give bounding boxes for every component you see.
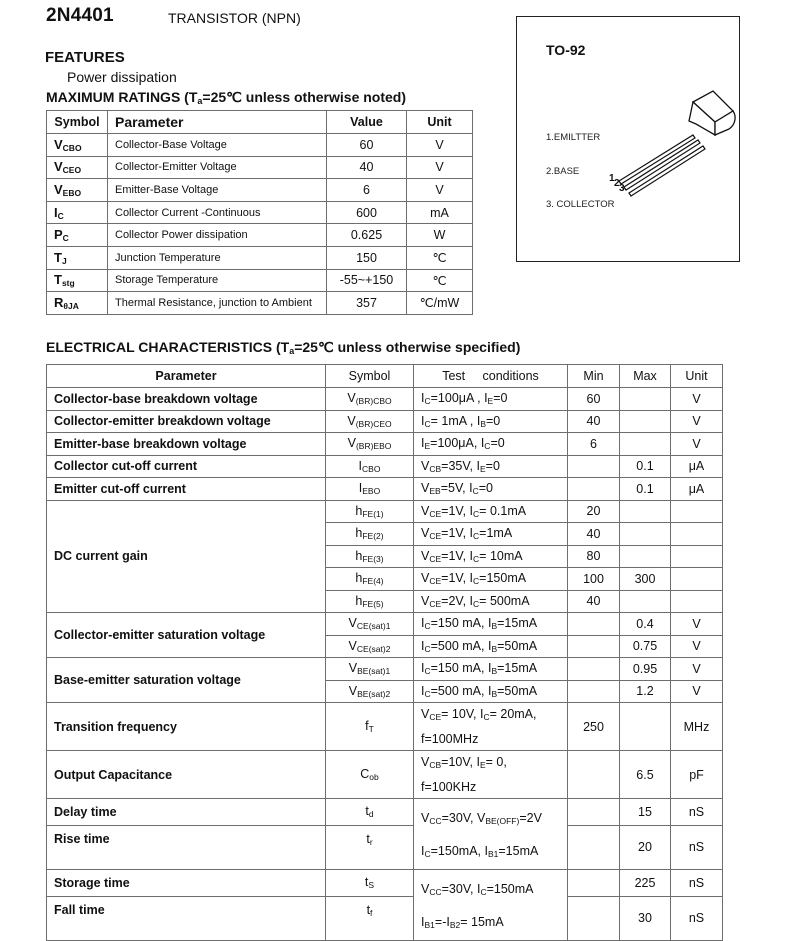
condition-text: $V_{CC}=30V$, $V_{BE(OFF)}=2V$ — [421, 811, 542, 826]
condition-text: $V_{CE}=1V$, $I_C= 10mA$ — [421, 548, 523, 564]
symbol-cell — [326, 870, 414, 897]
max-cell: 15 — [620, 799, 671, 826]
condition-text: $I_C=500$ mA, $I_B=50mA$ — [421, 683, 538, 699]
min-cell — [568, 825, 620, 869]
parameter-cell: Output Capacitance — [47, 751, 326, 799]
symbol: $V_{CEO}$ — [54, 159, 82, 176]
symbol-cell — [47, 201, 108, 224]
table-row — [47, 179, 473, 202]
parameter-cell: Collector Current -Continuous — [108, 201, 327, 224]
value-cell: 6 — [327, 179, 407, 202]
min-cell — [568, 751, 620, 799]
test-condition-cell — [414, 703, 568, 751]
col-header-value: Value — [327, 111, 407, 134]
min-cell — [568, 870, 620, 897]
symbol: $V_{(BR)CBO}$ — [347, 391, 392, 407]
test-condition-cell — [414, 388, 568, 411]
test-condition-cell — [414, 751, 568, 799]
symbol: $t_S$ — [364, 875, 375, 891]
parameter-cell: Collector Power dissipation — [108, 224, 327, 247]
pin-label-base: 2.BASE — [546, 166, 580, 177]
symbol-cell — [326, 433, 414, 456]
symbol-cell — [47, 246, 108, 269]
table-row — [47, 613, 723, 636]
min-cell — [568, 478, 620, 501]
symbol: $V_{(BR)EBO}$ — [347, 436, 392, 452]
test-condition-cell — [414, 658, 568, 681]
table-row — [47, 825, 723, 869]
condition-text: $I_C=100\mu A$ , $I_E=0$ — [421, 391, 508, 407]
feature-item: Power dissipation — [67, 69, 177, 85]
symbol-cell — [326, 455, 414, 478]
package-name: TO-92 — [546, 42, 586, 58]
unit-cell: V — [671, 680, 723, 703]
value-cell: 60 — [327, 134, 407, 157]
condition-text: $I_C=150$ mA, $I_B=15mA$ — [421, 661, 538, 677]
table-row — [47, 410, 723, 433]
table-row — [47, 870, 723, 897]
unit-cell: MHz — [671, 703, 723, 751]
unit-cell: W — [407, 224, 473, 247]
parameter-cell: Emitter cut-off current — [47, 478, 326, 501]
symbol: $I_{EBO}$ — [358, 481, 381, 497]
value-cell: 357 — [327, 292, 407, 315]
col-header-max: Max — [620, 365, 671, 388]
condition-text: $I_C= 1mA$ , $I_B=0$ — [421, 413, 501, 429]
max-cell: 0.75 — [620, 635, 671, 658]
col-header-test-conditions: Test conditions — [414, 365, 568, 388]
test-condition-cell — [414, 590, 568, 613]
symbol: $T_J$ — [54, 249, 67, 266]
symbol-cell — [326, 825, 414, 869]
table-row — [47, 478, 723, 501]
pin-number-1: 1 — [609, 173, 615, 184]
parameter-cell: Fall time — [47, 896, 326, 940]
test-condition-cell — [414, 799, 568, 870]
min-cell: 100 — [568, 568, 620, 591]
test-condition-cell — [414, 680, 568, 703]
value-cell: 40 — [327, 156, 407, 179]
symbol-cell — [326, 635, 414, 658]
unit-cell: mA — [407, 201, 473, 224]
condition-text: f=100MHz — [421, 732, 479, 746]
parameter-cell: Collector-emitter saturation voltage — [47, 613, 326, 658]
parameter-cell: Collector-Base Voltage — [108, 134, 327, 157]
symbol-cell — [326, 751, 414, 799]
symbol: $f_T$ — [365, 719, 374, 734]
col-header-symbol: Symbol — [47, 111, 108, 134]
max-cell — [620, 433, 671, 456]
parameter-cell: DC current gain — [47, 500, 326, 613]
condition-text: $V_{EB}=5V$, $I_C=0$ — [421, 481, 493, 497]
table-row — [47, 500, 723, 523]
test-condition-cell — [414, 478, 568, 501]
condition-text: $V_{CC}=30V$, $I_C=150mA$ — [421, 882, 534, 897]
symbol-cell — [326, 896, 414, 940]
unit-cell: V — [671, 433, 723, 456]
part-number: 2N4401 — [46, 5, 114, 26]
min-cell — [568, 658, 620, 681]
value-cell: 150 — [327, 246, 407, 269]
col-header-min: Min — [568, 365, 620, 388]
table-row — [47, 703, 723, 751]
symbol-cell — [326, 500, 414, 523]
symbol: $I_C$ — [54, 204, 64, 221]
parameter-cell: Collector cut-off current — [47, 455, 326, 478]
parameter-cell: Rise time — [47, 825, 326, 869]
symbol: $h_{FE(4)}$ — [355, 571, 384, 587]
max-cell: 0.1 — [620, 455, 671, 478]
unit-cell: ℃/mW — [407, 292, 473, 315]
parameter-cell: Collector-base breakdown voltage — [47, 388, 326, 411]
parameter-cell: Emitter-Base Voltage — [108, 179, 327, 202]
parameter-cell: Collector-Emitter Voltage — [108, 156, 327, 179]
max-ratings-table — [46, 110, 473, 315]
electrical-characteristics-table — [46, 364, 723, 941]
symbol: $h_{FE(5)}$ — [355, 593, 384, 609]
unit-cell: V — [671, 388, 723, 411]
condition-text: $V_{CB}=35V$, $I_E=0$ — [421, 458, 500, 474]
features-heading: FEATURES — [45, 49, 125, 66]
value-cell: -55~+150 — [327, 269, 407, 292]
unit-cell: μA — [671, 478, 723, 501]
parameter-cell: Transition frequency — [47, 703, 326, 751]
test-condition-cell — [414, 523, 568, 546]
max-cell: 6.5 — [620, 751, 671, 799]
min-cell — [568, 680, 620, 703]
unit-cell: V — [407, 179, 473, 202]
min-cell — [568, 896, 620, 940]
max-cell: 1.2 — [620, 680, 671, 703]
min-cell: 40 — [568, 410, 620, 433]
symbol-cell — [47, 179, 108, 202]
condition-text: $I_E=100\mu A$, $I_C=0$ — [421, 436, 505, 452]
min-cell — [568, 455, 620, 478]
min-cell: 60 — [568, 388, 620, 411]
max-cell: 300 — [620, 568, 671, 591]
col-header-parameter: Parameter — [47, 365, 326, 388]
symbol: $V_{CE(sat)2}$ — [348, 638, 391, 654]
symbol-cell — [47, 156, 108, 179]
unit-cell — [671, 590, 723, 613]
pin-number-2: 2 — [614, 178, 620, 189]
max-cell — [620, 410, 671, 433]
col-header-unit: Unit — [671, 365, 723, 388]
table-row — [47, 269, 473, 292]
unit-cell: μA — [671, 455, 723, 478]
parameter-cell: Junction Temperature — [108, 246, 327, 269]
parameter-cell: Storage Temperature — [108, 269, 327, 292]
symbol: $t_f$ — [366, 902, 373, 918]
condition-text: $I_C=500$ mA, $I_B=50mA$ — [421, 638, 538, 654]
max-cell: 20 — [620, 825, 671, 869]
min-cell — [568, 635, 620, 658]
max-cell: 225 — [620, 870, 671, 897]
max-cell — [620, 703, 671, 751]
min-cell: 40 — [568, 523, 620, 546]
max-cell: 0.4 — [620, 613, 671, 636]
symbol: $t_d$ — [365, 804, 374, 820]
unit-cell — [671, 545, 723, 568]
symbol: $R_{\theta JA}$ — [54, 294, 79, 311]
table-row — [47, 246, 473, 269]
value-cell: 600 — [327, 201, 407, 224]
symbol-cell — [326, 478, 414, 501]
test-condition-cell — [414, 500, 568, 523]
max-cell — [620, 590, 671, 613]
symbol: $h_{FE(3)}$ — [355, 548, 384, 564]
symbol-cell — [326, 545, 414, 568]
table-row — [47, 224, 473, 247]
symbol-cell — [326, 658, 414, 681]
table-row — [47, 201, 473, 224]
test-condition-cell — [414, 455, 568, 478]
max-cell — [620, 545, 671, 568]
table-row — [47, 751, 723, 799]
symbol: $V_{BE(sat)1}$ — [348, 661, 391, 677]
table-row — [47, 455, 723, 478]
pin-number-3: 3 — [619, 183, 625, 194]
condition-text: $V_{CB}=10V$, $I_E= 0$, — [421, 755, 507, 770]
condition-text: $V_{CE}=1V$, $I_C=150mA$ — [421, 571, 527, 587]
unit-cell — [671, 500, 723, 523]
unit-cell: V — [407, 134, 473, 157]
symbol-cell — [47, 134, 108, 157]
condition-text: $I_{B1}=-I_{B2}= 15mA$ — [421, 915, 504, 930]
unit-cell: V — [407, 156, 473, 179]
test-condition-cell — [414, 568, 568, 591]
table-row — [47, 134, 473, 157]
max-cell — [620, 523, 671, 546]
symbol-cell — [47, 224, 108, 247]
max-ratings-heading: MAXIMUM RATINGS ($T_a=25℃$ unless otherwise noted) — [46, 89, 407, 106]
min-cell — [568, 799, 620, 826]
part-type: TRANSISTOR (NPN) — [168, 10, 301, 26]
max-cell: 30 — [620, 896, 671, 940]
max-cell — [620, 388, 671, 411]
symbol-cell — [326, 410, 414, 433]
min-cell: 20 — [568, 500, 620, 523]
pin-label-collector: 3. COLLECTOR — [546, 199, 615, 210]
table-row — [47, 658, 723, 681]
unit-cell: V — [671, 410, 723, 433]
unit-cell: nS — [671, 825, 723, 869]
unit-cell: V — [671, 635, 723, 658]
table-row — [47, 799, 723, 826]
min-cell: 6 — [568, 433, 620, 456]
unit-cell: ℃ — [407, 246, 473, 269]
symbol-cell — [326, 590, 414, 613]
max-cell — [620, 500, 671, 523]
symbol: $I_{CBO}$ — [358, 458, 381, 474]
min-cell: 80 — [568, 545, 620, 568]
unit-cell: V — [671, 613, 723, 636]
symbol-cell — [326, 680, 414, 703]
parameter-cell: Emitter-base breakdown voltage — [47, 433, 326, 456]
condition-text: $V_{CE}= 10V$, $I_C= 20mA$, — [421, 707, 537, 722]
test-condition-cell — [414, 410, 568, 433]
test-condition-cell — [414, 545, 568, 568]
max-cell: 0.95 — [620, 658, 671, 681]
table-row — [47, 388, 723, 411]
table-row — [47, 433, 723, 456]
symbol-cell — [326, 799, 414, 826]
package-diagram — [516, 16, 740, 262]
test-condition-cell — [414, 613, 568, 636]
unit-cell: nS — [671, 799, 723, 826]
parameter-cell: Base-emitter saturation voltage — [47, 658, 326, 703]
table-row — [47, 156, 473, 179]
pin-label-emitter: 1.EMILTTER — [546, 132, 601, 143]
unit-cell — [671, 568, 723, 591]
table-header-row — [47, 365, 723, 388]
max-cell: 0.1 — [620, 478, 671, 501]
electrical-heading: ELECTRICAL CHARACTERISTICS ($T_a=25℃$ unless otherwise specified) — [46, 339, 521, 356]
test-condition-cell — [414, 433, 568, 456]
symbol-cell — [47, 269, 108, 292]
unit-cell: ℃ — [407, 269, 473, 292]
col-header-parameter: Parameter — [108, 111, 327, 134]
symbol: $h_{FE(1)}$ — [355, 503, 384, 519]
condition-text: $I_C=150$ mA, $I_B=15mA$ — [421, 616, 538, 632]
parameter-cell: Storage time — [47, 870, 326, 897]
symbol: $P_C$ — [54, 227, 69, 244]
condition-text: $V_{CE}=2V$, $I_C= 500mA$ — [421, 593, 530, 609]
symbol-cell — [326, 568, 414, 591]
symbol: $t_r$ — [366, 831, 373, 847]
test-condition-cell — [414, 870, 568, 941]
unit-cell: nS — [671, 870, 723, 897]
min-cell: 250 — [568, 703, 620, 751]
symbol: $V_{BE(sat)2}$ — [348, 683, 391, 699]
condition-text: $V_{CE}=1V$, $I_C= 0.1mA$ — [421, 503, 527, 519]
condition-text: $I_C=150mA$, $I_{B1}=15mA$ — [421, 844, 539, 859]
test-condition-cell — [414, 635, 568, 658]
symbol: $V_{CBO}$ — [54, 136, 82, 153]
value-cell: 0.625 — [327, 224, 407, 247]
unit-cell: nS — [671, 896, 723, 940]
symbol-cell — [47, 292, 108, 315]
symbol: $V_{CE(sat)1}$ — [348, 616, 391, 632]
parameter-cell: Collector-emitter breakdown voltage — [47, 410, 326, 433]
table-row — [47, 292, 473, 315]
symbol: $T_{stg}$ — [54, 272, 75, 289]
symbol: $V_{EBO}$ — [54, 181, 82, 198]
symbol-cell — [326, 388, 414, 411]
col-header-unit: Unit — [407, 111, 473, 134]
min-cell — [568, 613, 620, 636]
symbol-cell — [326, 703, 414, 751]
unit-cell: pF — [671, 751, 723, 799]
unit-cell: V — [671, 658, 723, 681]
parameter-cell: Thermal Resistance, junction to Ambient — [108, 292, 327, 315]
to92-transistor-icon — [603, 69, 737, 199]
col-header-symbol: Symbol — [326, 365, 414, 388]
table-header-row — [47, 111, 473, 134]
condition-text: f=100KHz — [421, 780, 477, 794]
symbol: $V_{(BR)CEO}$ — [347, 413, 392, 429]
symbol-cell — [326, 523, 414, 546]
table-row — [47, 896, 723, 940]
symbol: $C_{ob}$ — [360, 767, 379, 782]
symbol: $h_{FE(2)}$ — [355, 526, 384, 542]
min-cell: 40 — [568, 590, 620, 613]
symbol-cell — [326, 613, 414, 636]
condition-text: $V_{CE}=1V$, $I_C=1mA$ — [421, 526, 513, 542]
unit-cell — [671, 523, 723, 546]
parameter-cell: Delay time — [47, 799, 326, 826]
